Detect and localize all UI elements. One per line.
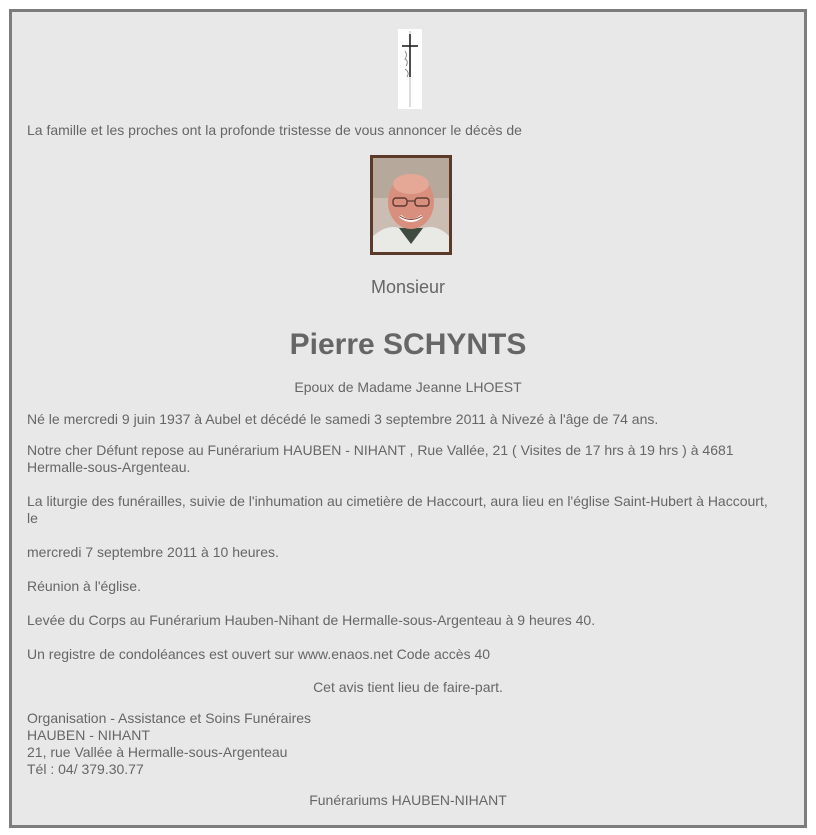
- org-line-1: Organisation - Assistance et Soins Funéraires: [27, 710, 312, 726]
- liturgy-text: La liturgie des funérailles, suivie de l'inhumation au cimetière de Haccourt, aura lieu en l'église Saint-Hubert à Haccourt, le: [27, 493, 768, 526]
- registry-text: Un registre de condoléances est ouvert sur www.enaos.net Code accès 40: [27, 646, 491, 662]
- honorific: Monsieur: [370, 277, 446, 297]
- cross-image: [398, 29, 422, 109]
- portrait-photo: [370, 155, 452, 255]
- intro-text: La famille et les proches ont la profonde tristesse de vous annoncer le décès de: [27, 122, 522, 138]
- footer-text: Funérariums HAUBEN-NIHANT: [309, 792, 507, 808]
- levee-text: Levée du Corps au Funérarium Hauben-Nihant de Hermalle-sous-Argenteau à 9 heures 40.: [27, 612, 596, 628]
- org-line-3: 21, rue Vallée à Hermalle-sous-Argenteau: [27, 744, 288, 760]
- portrait-image: [373, 158, 449, 252]
- repose-text: Notre cher Défunt repose au Funérarium HAUBEN - NIHANT , Rue Vallée, 21 ( Visites de 17 hrs à 19 hrs ) à 4681 Hermalle-sous-Argenteau.: [27, 442, 734, 475]
- org-line-4: Tél : 04/ 379.30.77: [27, 761, 144, 777]
- meeting-text: Réunion à l'église.: [27, 578, 141, 594]
- birth-death-text: Né le mercredi 9 juin 1937 à Aubel et décédé le samedi 3 septembre 2011 à Nivezé à l'âge de 74 ans.: [27, 411, 659, 427]
- spouse-line: Epoux de Madame Jeanne LHOEST: [294, 379, 522, 395]
- ceremony-date: mercredi 7 septembre 2011 à 10 heures.: [27, 544, 279, 560]
- organisation-block: [27, 710, 311, 778]
- org-line-2: HAUBEN - NIHANT: [27, 727, 150, 743]
- deceased-name: Pierre SCHYNTS: [289, 328, 527, 361]
- notice-text: Cet avis tient lieu de faire-part.: [313, 679, 503, 695]
- cross-icon: [398, 29, 422, 109]
- obituary-card: [9, 9, 807, 828]
